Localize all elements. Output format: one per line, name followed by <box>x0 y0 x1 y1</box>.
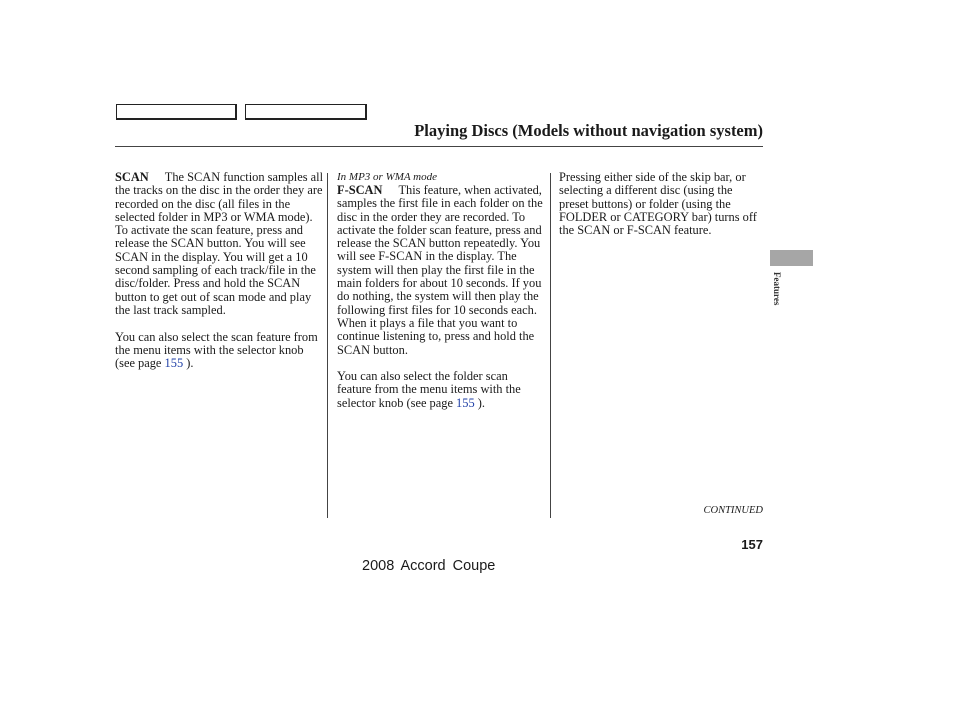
scan-menu-text: You can also select the scan feature from the menu items with the selector knob (see page <box>115 329 318 371</box>
scan-term: SCAN <box>115 170 149 184</box>
column-fscan <box>337 171 543 410</box>
fscan-description: This feature, when activated, samples the first file in each folder on the disc in the order they are recorded. To activate the folder scan feature, press and release the SCAN button repeatedly. You will see F-SCAN in the display. The system will then play the first file in the main folders for about 10 seconds. If you do nothing, the system will then play the following first files for 10 seconds each. When it plays a file that you want to continue listening to, press and hold the SCAN button. <box>337 183 543 357</box>
column-cancel <box>559 171 759 237</box>
header-tab-box-left <box>116 104 237 120</box>
column-divider <box>550 173 551 518</box>
scan-paragraph <box>115 171 324 317</box>
cancel-paragraph: Pressing either side of the skip bar, or selecting a different disc (using the preset buttons) or folder (using the FOLDER or CATEGORY bar) turns off the SCAN or F-SCAN feature. <box>559 170 757 238</box>
scan-menu-text-end: ). <box>183 356 194 371</box>
header-tab-box-right <box>245 104 367 120</box>
column-scan <box>115 171 324 370</box>
mode-note: In MP3 or WMA mode <box>337 171 437 183</box>
fscan-menu-paragraph <box>337 370 543 410</box>
page-title: Playing Discs (Models without navigation system) <box>414 121 763 140</box>
column-divider <box>327 173 328 518</box>
scan-description: The SCAN function samples all the tracks on the disc in the order they are recorded on the disc (all files in the selected folder in MP3 or WMA mode). To activate the scan feature, press and release the SCAN button. You will see SCAN in the display. You will get a 10 second sampling of each track/file in the disc/folder. Press and hold the SCAN button to get out of scan mode and play the last track sampled. <box>115 170 324 317</box>
scan-menu-paragraph <box>115 331 324 371</box>
fscan-menu-text: You can also select the folder scan feature from the menu items with the selector knob (see page <box>337 369 521 410</box>
section-label: Features <box>772 272 782 306</box>
page-link-155[interactable]: 155 <box>456 395 475 410</box>
section-tab-marker <box>770 250 813 266</box>
footer-model-name: 2008 Accord Coupe <box>362 558 496 574</box>
fscan-menu-text-end: ). <box>474 395 485 410</box>
fscan-paragraph <box>337 184 543 357</box>
continued-label: CONTINUED <box>703 505 763 516</box>
page-number: 157 <box>741 537 763 552</box>
fscan-term: F-SCAN <box>337 183 383 197</box>
page-link-155[interactable]: 155 <box>164 356 184 371</box>
title-divider <box>115 146 763 147</box>
